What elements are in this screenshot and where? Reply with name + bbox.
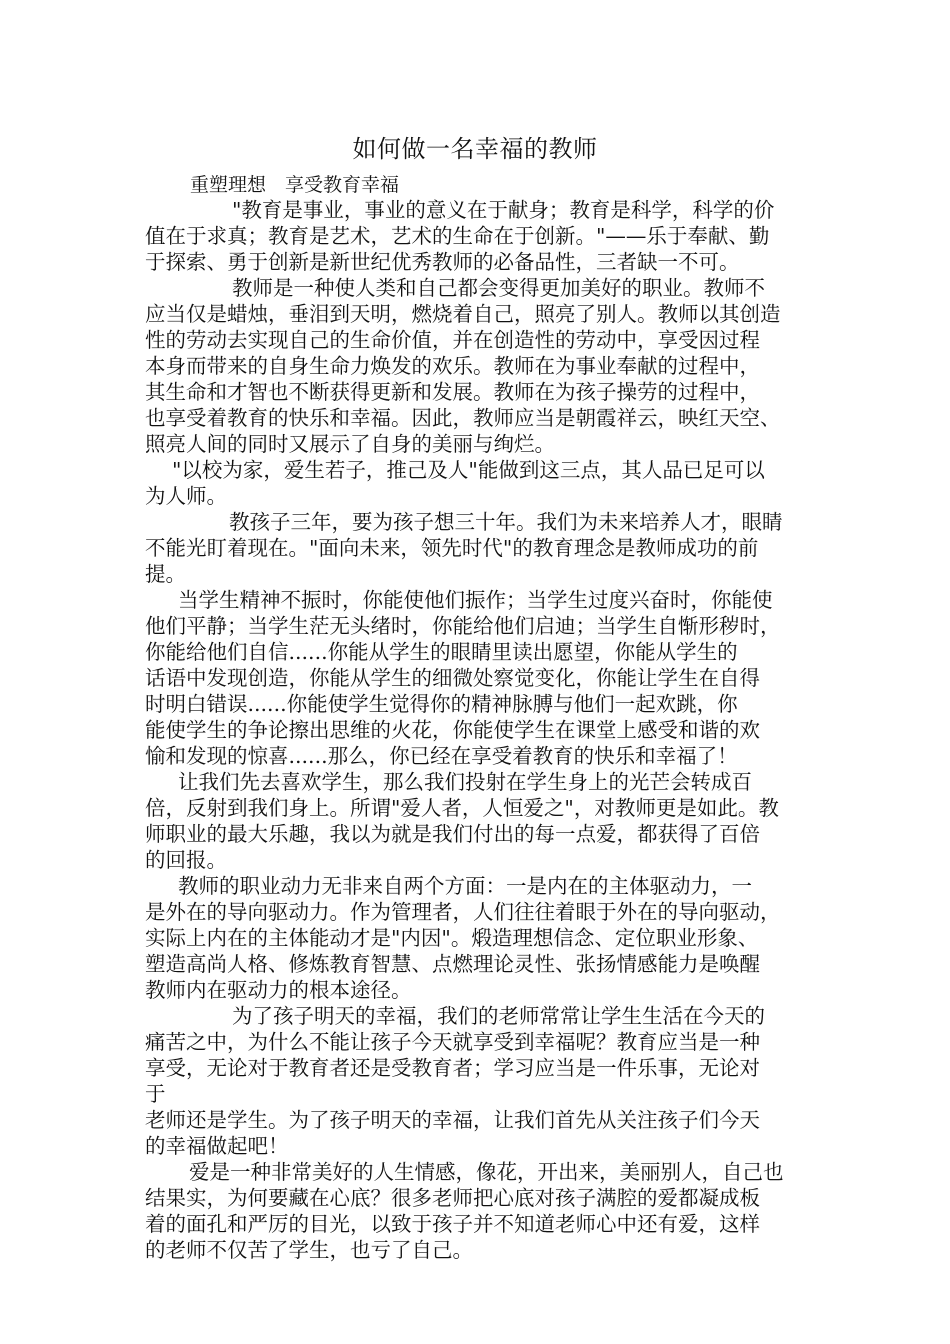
- body-line: 的回报。: [145, 848, 227, 872]
- body-line: 教师是一种使人类和自己都会变得更加美好的职业。教师不: [232, 276, 765, 300]
- body-line: 结果实，为何要藏在心底？很多老师把心底对孩子满腔的爱都凝成板: [145, 1186, 760, 1210]
- body-line: 话语中发现创造，你能从学生的细微处察觉变化，你能让学生在自得: [145, 666, 760, 690]
- body-line: 照亮人间的同时又展示了自身的美丽与绚烂。: [145, 432, 555, 456]
- body-line: 你能给他们自信......你能从学生的眼睛里读出愿望，你能从学生的: [145, 640, 738, 664]
- body-line: 他们平静；当学生茫无头绪时，你能给他们启迪；当学生自惭形秽时，: [145, 614, 781, 638]
- body-line: 教师内在驱动力的根本途径。: [145, 978, 412, 1002]
- body-line: 愉和发现的惊喜......那么，你已经在享受着教育的快乐和幸福了！: [145, 744, 738, 768]
- body-line: 其生命和才智也不断获得更新和发展。教师在为孩子操劳的过程中，: [145, 380, 760, 404]
- body-line: 性的劳动去实现自己的生命价值，并在创造性的劳动中，享受因过程: [145, 328, 760, 352]
- body-line: 值在于求真；教育是艺术，艺术的生命在于创新。"——乐于奉献、勤: [145, 224, 770, 248]
- body-line: 是外在的导向驱动力。作为管理者，人们往往着眼于外在的导向驱动，: [145, 900, 781, 924]
- body-line: 的老师不仅苦了学生，也亏了自己。: [145, 1238, 473, 1262]
- document-subtitle: 重塑理想 享受教育幸福: [190, 174, 400, 196]
- document-title: 如何做一名幸福的教师: [352, 135, 598, 163]
- body-line: 让我们先去喜欢学生，那么我们投射在学生身上的光芒会转成百: [178, 770, 752, 794]
- body-line: 于: [145, 1082, 166, 1106]
- body-line: 塑造高尚人格、修炼教育智慧、点燃理论灵性、张扬情感能力是唤醒: [145, 952, 760, 976]
- body-line: 爱是一种非常美好的人生情感，像花，开出来，美丽别人，自己也: [189, 1160, 784, 1184]
- body-line: 着的面孔和严厉的目光，以致于孩子并不知道老师心中还有爱，这样: [145, 1212, 760, 1236]
- body-line: 师职业的最大乐趣，我以为就是我们付出的每一点爱，都获得了百倍: [145, 822, 760, 846]
- body-line: 享受，无论对于教育者还是受教育者；学习应当是一件乐事，无论对: [145, 1056, 760, 1080]
- body-line: 倍，反射到我们身上。所谓"爱人者，人恒爱之"，对教师更是如此。教: [145, 796, 779, 820]
- body-line: 也享受着教育的快乐和幸福。因此，教师应当是朝霞祥云，映红天空、: [145, 406, 781, 430]
- body-line: 提。: [145, 562, 186, 586]
- body-line: 老师还是学生。为了孩子明天的幸福，让我们首先从关注孩子们今天: [145, 1108, 760, 1132]
- body-line: 本身而带来的自身生命力焕发的欢乐。教师在为事业奉献的过程中，: [145, 354, 760, 378]
- body-line: 能使学生的争论擦出思维的火花，你能使学生在课堂上感受和谐的欢: [145, 718, 760, 742]
- body-line: 于探索、勇于创新是新世纪优秀教师的必备品性，三者缺一不可。: [145, 250, 740, 274]
- body-line: "教育是事业，事业的意义在于献身；教育是科学，科学的价: [232, 198, 775, 222]
- body-line: 当学生精神不振时，你能使他们振作；当学生过度兴奋时，你能使: [178, 588, 773, 612]
- body-line: "以校为家，爱生若子，推己及人"能做到这三点，其人品已足可以: [172, 458, 765, 482]
- body-line: 时明白错误......你能使学生觉得你的精神脉膊与他们一起欢跳，你: [145, 692, 738, 716]
- body-line: 不能光盯着现在。"面向未来，领先时代"的教育理念是教师成功的前: [145, 536, 759, 560]
- body-line: 痛苦之中，为什么不能让孩子今天就享受到幸福呢？教育应当是一种: [145, 1030, 760, 1054]
- body-line: 实际上内在的主体能动才是"内因"。煅造理想信念、定位职业形象、: [145, 926, 759, 950]
- body-line: 应当仅是蜡烛，垂泪到天明，燃烧着自己，照亮了别人。教师以其创造: [145, 302, 781, 326]
- body-line: 教孩子三年，要为孩子想三十年。我们为未来培养人才，眼睛: [229, 510, 783, 534]
- body-line: 的幸福做起吧！: [145, 1134, 289, 1158]
- body-line: 为了孩子明天的幸福，我们的老师常常让学生生活在今天的: [232, 1004, 765, 1028]
- body-line: 为人师。: [145, 484, 227, 508]
- body-line: 教师的职业动力无非来自两个方面：一是内在的主体驱动力，一: [178, 874, 752, 898]
